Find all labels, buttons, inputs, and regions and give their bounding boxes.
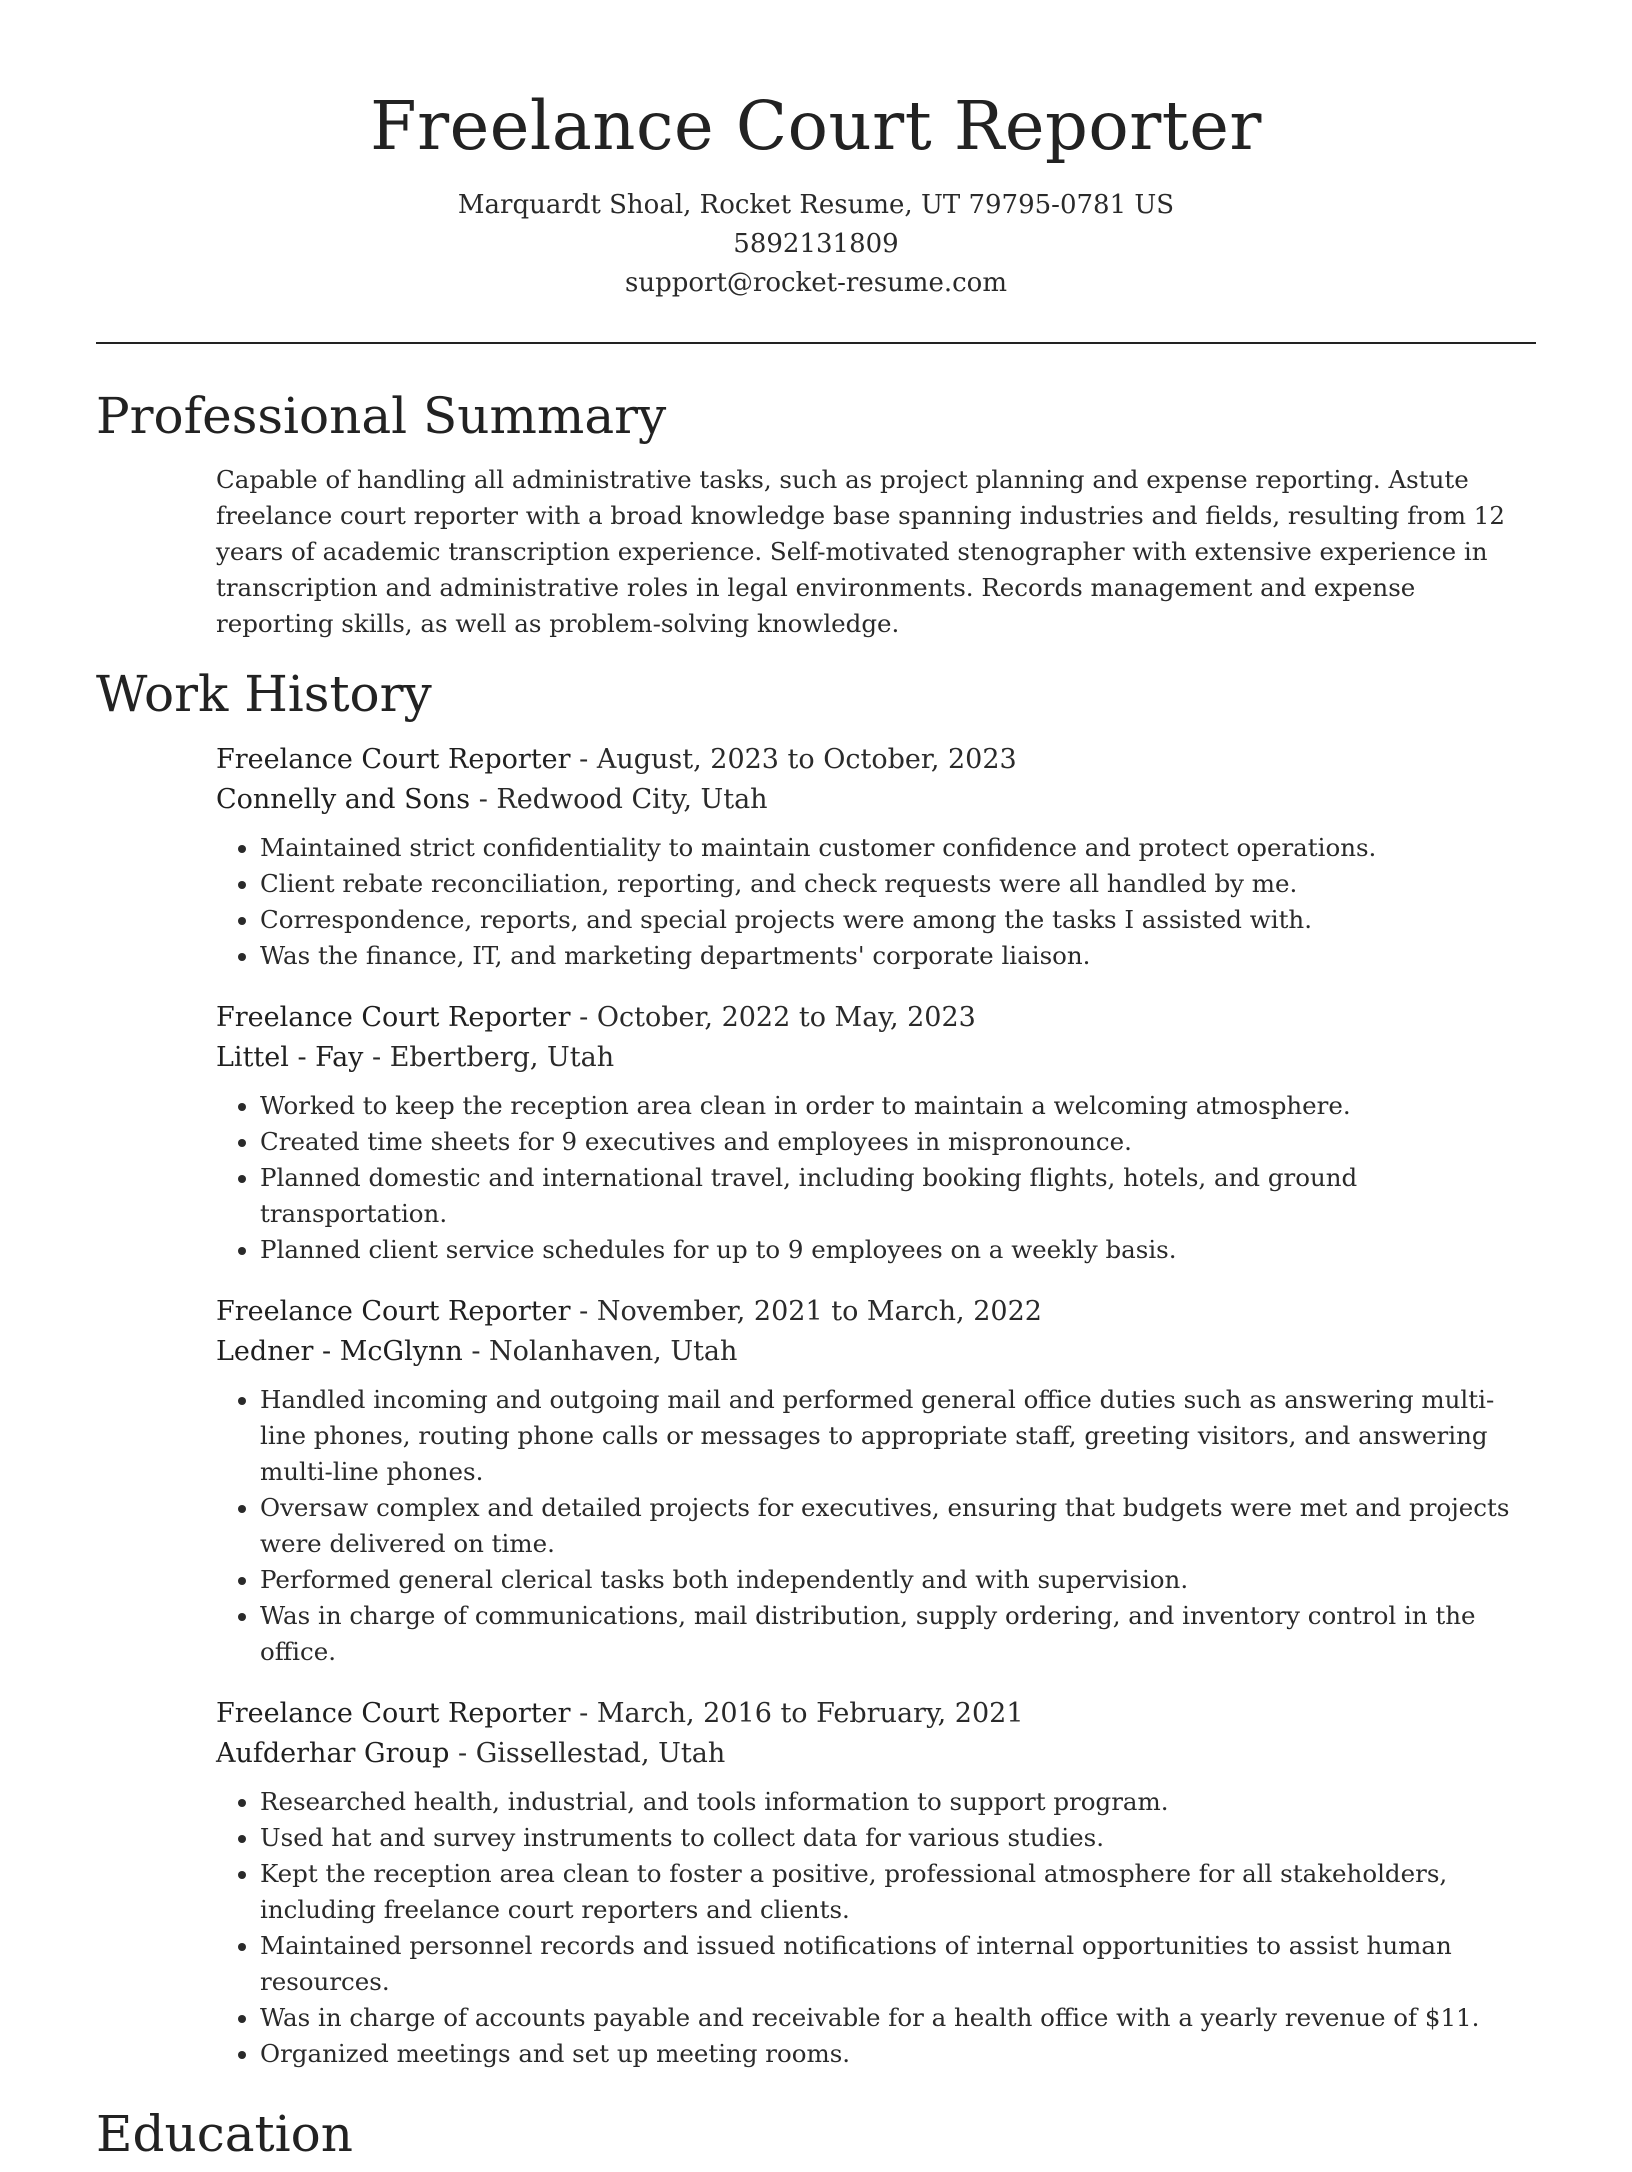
job-duty-item: • Was in charge of accounts payable and receivable for a health office with a yearly revenue of $11.	[260, 2000, 1536, 2036]
job-duty-item: • Used hat and survey instruments to collect data for various studies.	[260, 1820, 1536, 1856]
contact-address: Marquardt Shoal, Rocket Resume, UT 79795-0781 US	[457, 190, 1175, 220]
job-company-line	[216, 780, 1536, 820]
job-location: - Redwood City, Utah	[470, 784, 768, 815]
job-company: Ledner - McGlynn	[216, 1336, 463, 1367]
job-duties-list	[216, 1088, 1536, 1268]
job-company: Connelly and Sons	[216, 784, 471, 815]
work-history-section	[96, 656, 1536, 2072]
job-duty-item: • Researched health, industrial, and tools information to support program.	[260, 1784, 1536, 1820]
job-company-line	[216, 1038, 1536, 1078]
job-duty-item: • Was in charge of communications, mail distribution, supply ordering, and inventory control in the office.	[260, 1598, 1536, 1670]
job-title-line	[216, 1292, 1536, 1332]
job-role: Freelance Court Reporter	[216, 1296, 571, 1327]
job-title-line	[216, 1694, 1536, 1734]
resume-title: Freelance Court Reporter	[370, 87, 1262, 165]
job-location: - Nolanhaven, Utah	[462, 1336, 738, 1367]
contact-email: support@rocket-resume.com	[624, 268, 1007, 298]
job-dates: - August, 2023 to October, 2023	[570, 744, 1017, 775]
resume-content	[96, 378, 1536, 2172]
job-dates: - November, 2021 to March, 2022	[570, 1296, 1042, 1327]
job-duty-item: • Kept the reception area clean to foster a positive, professional atmosphere for all stakeholders, including freelance court reporters and clients.	[260, 1856, 1536, 1928]
job-duty-item: • Oversaw complex and detailed projects for executives, ensuring that budgets were met and projects were delivered on time.	[260, 1490, 1536, 1562]
job-location: - Ebertberg, Utah	[363, 1042, 615, 1073]
job-duty-item: • Maintained personnel records and issued notifications of internal opportunities to assist human resources.	[260, 1928, 1536, 2000]
education-section	[96, 2096, 1536, 2172]
job-duties-list	[216, 1784, 1536, 2072]
job-role: Freelance Court Reporter	[216, 744, 571, 775]
summary-text: Capable of handling all administrative tasks, such as project planning and expense reporting. Astute freelance court reporter with a broad knowledge base spanning industries and fields, resulting from 12 years of academic transcription experience. Self-motivated stenographer with extensive experience in transcription and administrative roles in legal environments. Records management and expense reporting skills, as well as problem-solving knowledge.	[216, 465, 1505, 638]
job-duty-item: • Maintained strict confidentiality to maintain customer confidence and protect operations.	[260, 830, 1536, 866]
job-list	[216, 740, 1536, 2072]
job-title-line	[216, 740, 1536, 780]
job-company-line	[216, 1332, 1536, 1372]
job-duty-item: • Created time sheets for 9 executives and employees in mispronounce.	[260, 1124, 1536, 1160]
job-entry	[216, 998, 1536, 1268]
job-company: Littel - Fay	[216, 1042, 364, 1073]
job-duties-list	[216, 1382, 1536, 1670]
resume-header	[0, 0, 1632, 303]
contact-info	[0, 186, 1632, 303]
contact-phone: 5892131809	[733, 229, 899, 259]
job-duty-item: • Performed general clerical tasks both independently and with supervision.	[260, 1562, 1536, 1598]
job-duty-item: • Was the finance, IT, and marketing departments' corporate liaison.	[260, 938, 1536, 974]
job-location: - Gissellestad, Utah	[449, 1738, 726, 1769]
job-duties-list	[216, 830, 1536, 974]
summary-heading: Professional Summary	[96, 387, 667, 445]
job-duty-item: • Planned domestic and international travel, including booking flights, hotels, and ground transportation.	[260, 1160, 1536, 1232]
job-duty-item: • Worked to keep the reception area clean in order to maintain a welcoming atmosphere.	[260, 1088, 1536, 1124]
job-duty-item: • Handled incoming and outgoing mail and performed general office duties such as answering multi-line phones, routing phone calls or messages to appropriate staff, greeting visitors, and answering multi-line phones.	[260, 1382, 1536, 1490]
job-company: Aufderhar Group	[216, 1738, 450, 1769]
job-dates: - October, 2022 to May, 2023	[570, 1002, 976, 1033]
job-role: Freelance Court Reporter	[216, 1002, 571, 1033]
job-dates: - March, 2016 to February, 2021	[570, 1698, 1024, 1729]
job-duty-item: • Correspondence, reports, and special projects were among the tasks I assisted with.	[260, 902, 1536, 938]
job-duty-item: • Planned client service schedules for up to 9 employees on a weekly basis.	[260, 1232, 1536, 1268]
job-role: Freelance Court Reporter	[216, 1698, 571, 1729]
header-divider	[96, 342, 1536, 344]
job-entry	[216, 1694, 1536, 2072]
job-company-line	[216, 1734, 1536, 1774]
work-history-heading: Work History	[96, 665, 432, 723]
education-heading: Education	[96, 2105, 353, 2163]
job-duty-item: • Client rebate reconciliation, reporting, and check requests were all handled by me.	[260, 866, 1536, 902]
summary-section	[96, 378, 1536, 642]
job-title-line	[216, 998, 1536, 1038]
job-duty-item: • Organized meetings and set up meeting rooms.	[260, 2036, 1536, 2072]
job-entry	[216, 1292, 1536, 1670]
job-entry	[216, 740, 1536, 974]
